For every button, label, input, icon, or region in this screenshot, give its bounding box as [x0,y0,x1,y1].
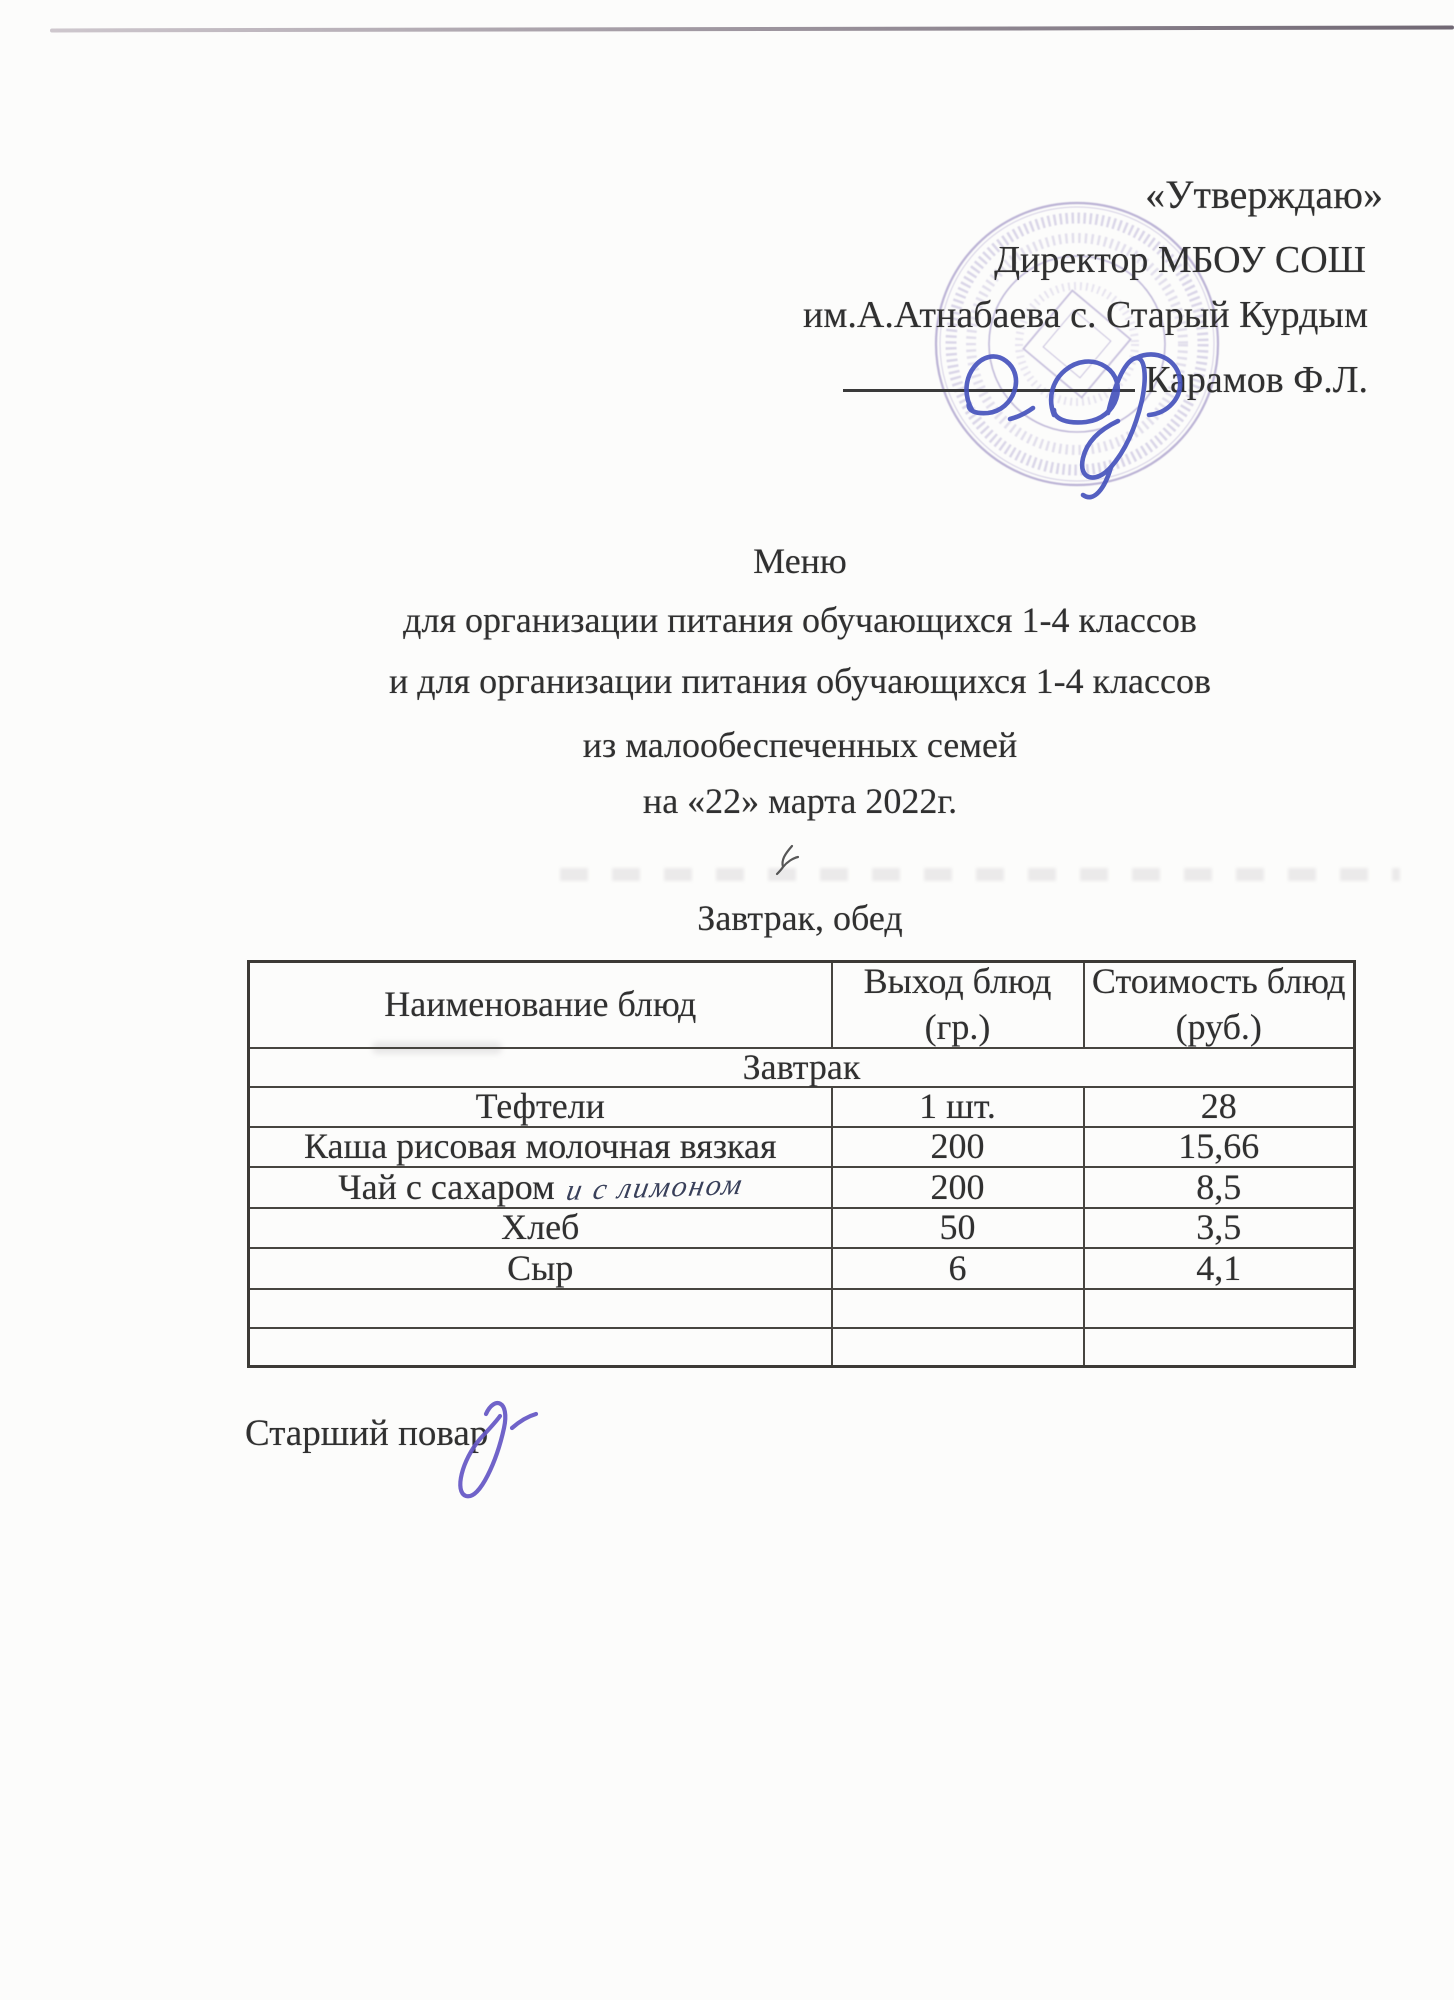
output-cell: 1 шт. [832,1087,1084,1127]
header-price-label: Стоимость блюд [1091,961,1346,1001]
table-row [249,1087,1355,1127]
menu-subtitle-2: и для организации питания обучающихся 1-4 классов [389,661,1211,701]
table-row [249,1127,1355,1167]
dish-cell: Хлеб [249,1208,832,1248]
director-signature-image [938,318,1248,508]
menu-title: Меню [753,541,847,581]
section-breakfast: Завтрак [249,1048,1355,1088]
header-price-unit: (руб.) [1175,1006,1262,1047]
price-cell [1084,1289,1355,1328]
handwritten-note: и с лимоном [563,1167,747,1207]
price-cell: 15,66 [1084,1127,1355,1167]
price-cell [1084,1328,1355,1367]
scan-edge-artifact [50,26,1454,33]
menu-subtitle-3: из малообеспеченных семей [582,725,1018,765]
meals-line: Завтрак, обед [697,898,903,938]
price-cell: 28 [1084,1087,1355,1127]
table-row-empty [249,1289,1355,1328]
price-cell: 3,5 [1084,1208,1355,1248]
menu-date-line: на «22» марта 2022г. [642,781,958,821]
header-price [1084,962,1355,1048]
output-cell [832,1328,1084,1367]
dish-cell: Тефтели [249,1087,832,1127]
stray-pen-mark [772,842,804,876]
dish-printed-text: Чай с сахаром [338,1166,555,1207]
output-cell: 200 [832,1167,1084,1208]
output-cell: 200 [832,1127,1084,1167]
dish-cell [249,1328,832,1367]
output-cell [832,1289,1084,1328]
approval-word: «Утверждаю» [1145,172,1383,217]
dish-cell [249,1167,832,1208]
menu-subtitle-1: для организации питания обучающихся 1-4 классов [403,600,1197,640]
dish-cell [249,1289,832,1328]
table-row [249,1248,1355,1289]
signatory-name: Карамов Ф.Л. [1145,359,1368,401]
cook-signature-image [428,1392,558,1527]
section-row [249,1048,1355,1088]
header-output-unit: (гр.) [924,1006,991,1047]
output-cell: 6 [832,1248,1084,1289]
table-row-empty [249,1328,1355,1367]
scan-smudge-band [560,868,1400,881]
table-row [249,1167,1355,1208]
price-cell: 4,1 [1084,1248,1355,1289]
menu-table [247,960,1356,1368]
dish-cell: Сыр [249,1248,832,1289]
price-cell: 8,5 [1084,1167,1355,1208]
school-name-line: им.А.Атнабаева с. Старый Курдым [803,294,1368,336]
header-output-label: Выход блюд [863,961,1052,1001]
director-line: Директор МБОУ СОШ [994,239,1366,281]
senior-cook-label: Старший повар [245,1413,489,1454]
header-output [832,962,1084,1048]
table-row [249,1208,1355,1248]
header-dish-name: Наименование блюд [249,962,832,1048]
table-header-row [249,962,1355,1048]
dish-cell: Каша рисовая молочная вязкая [249,1127,832,1167]
output-cell: 50 [832,1208,1084,1248]
